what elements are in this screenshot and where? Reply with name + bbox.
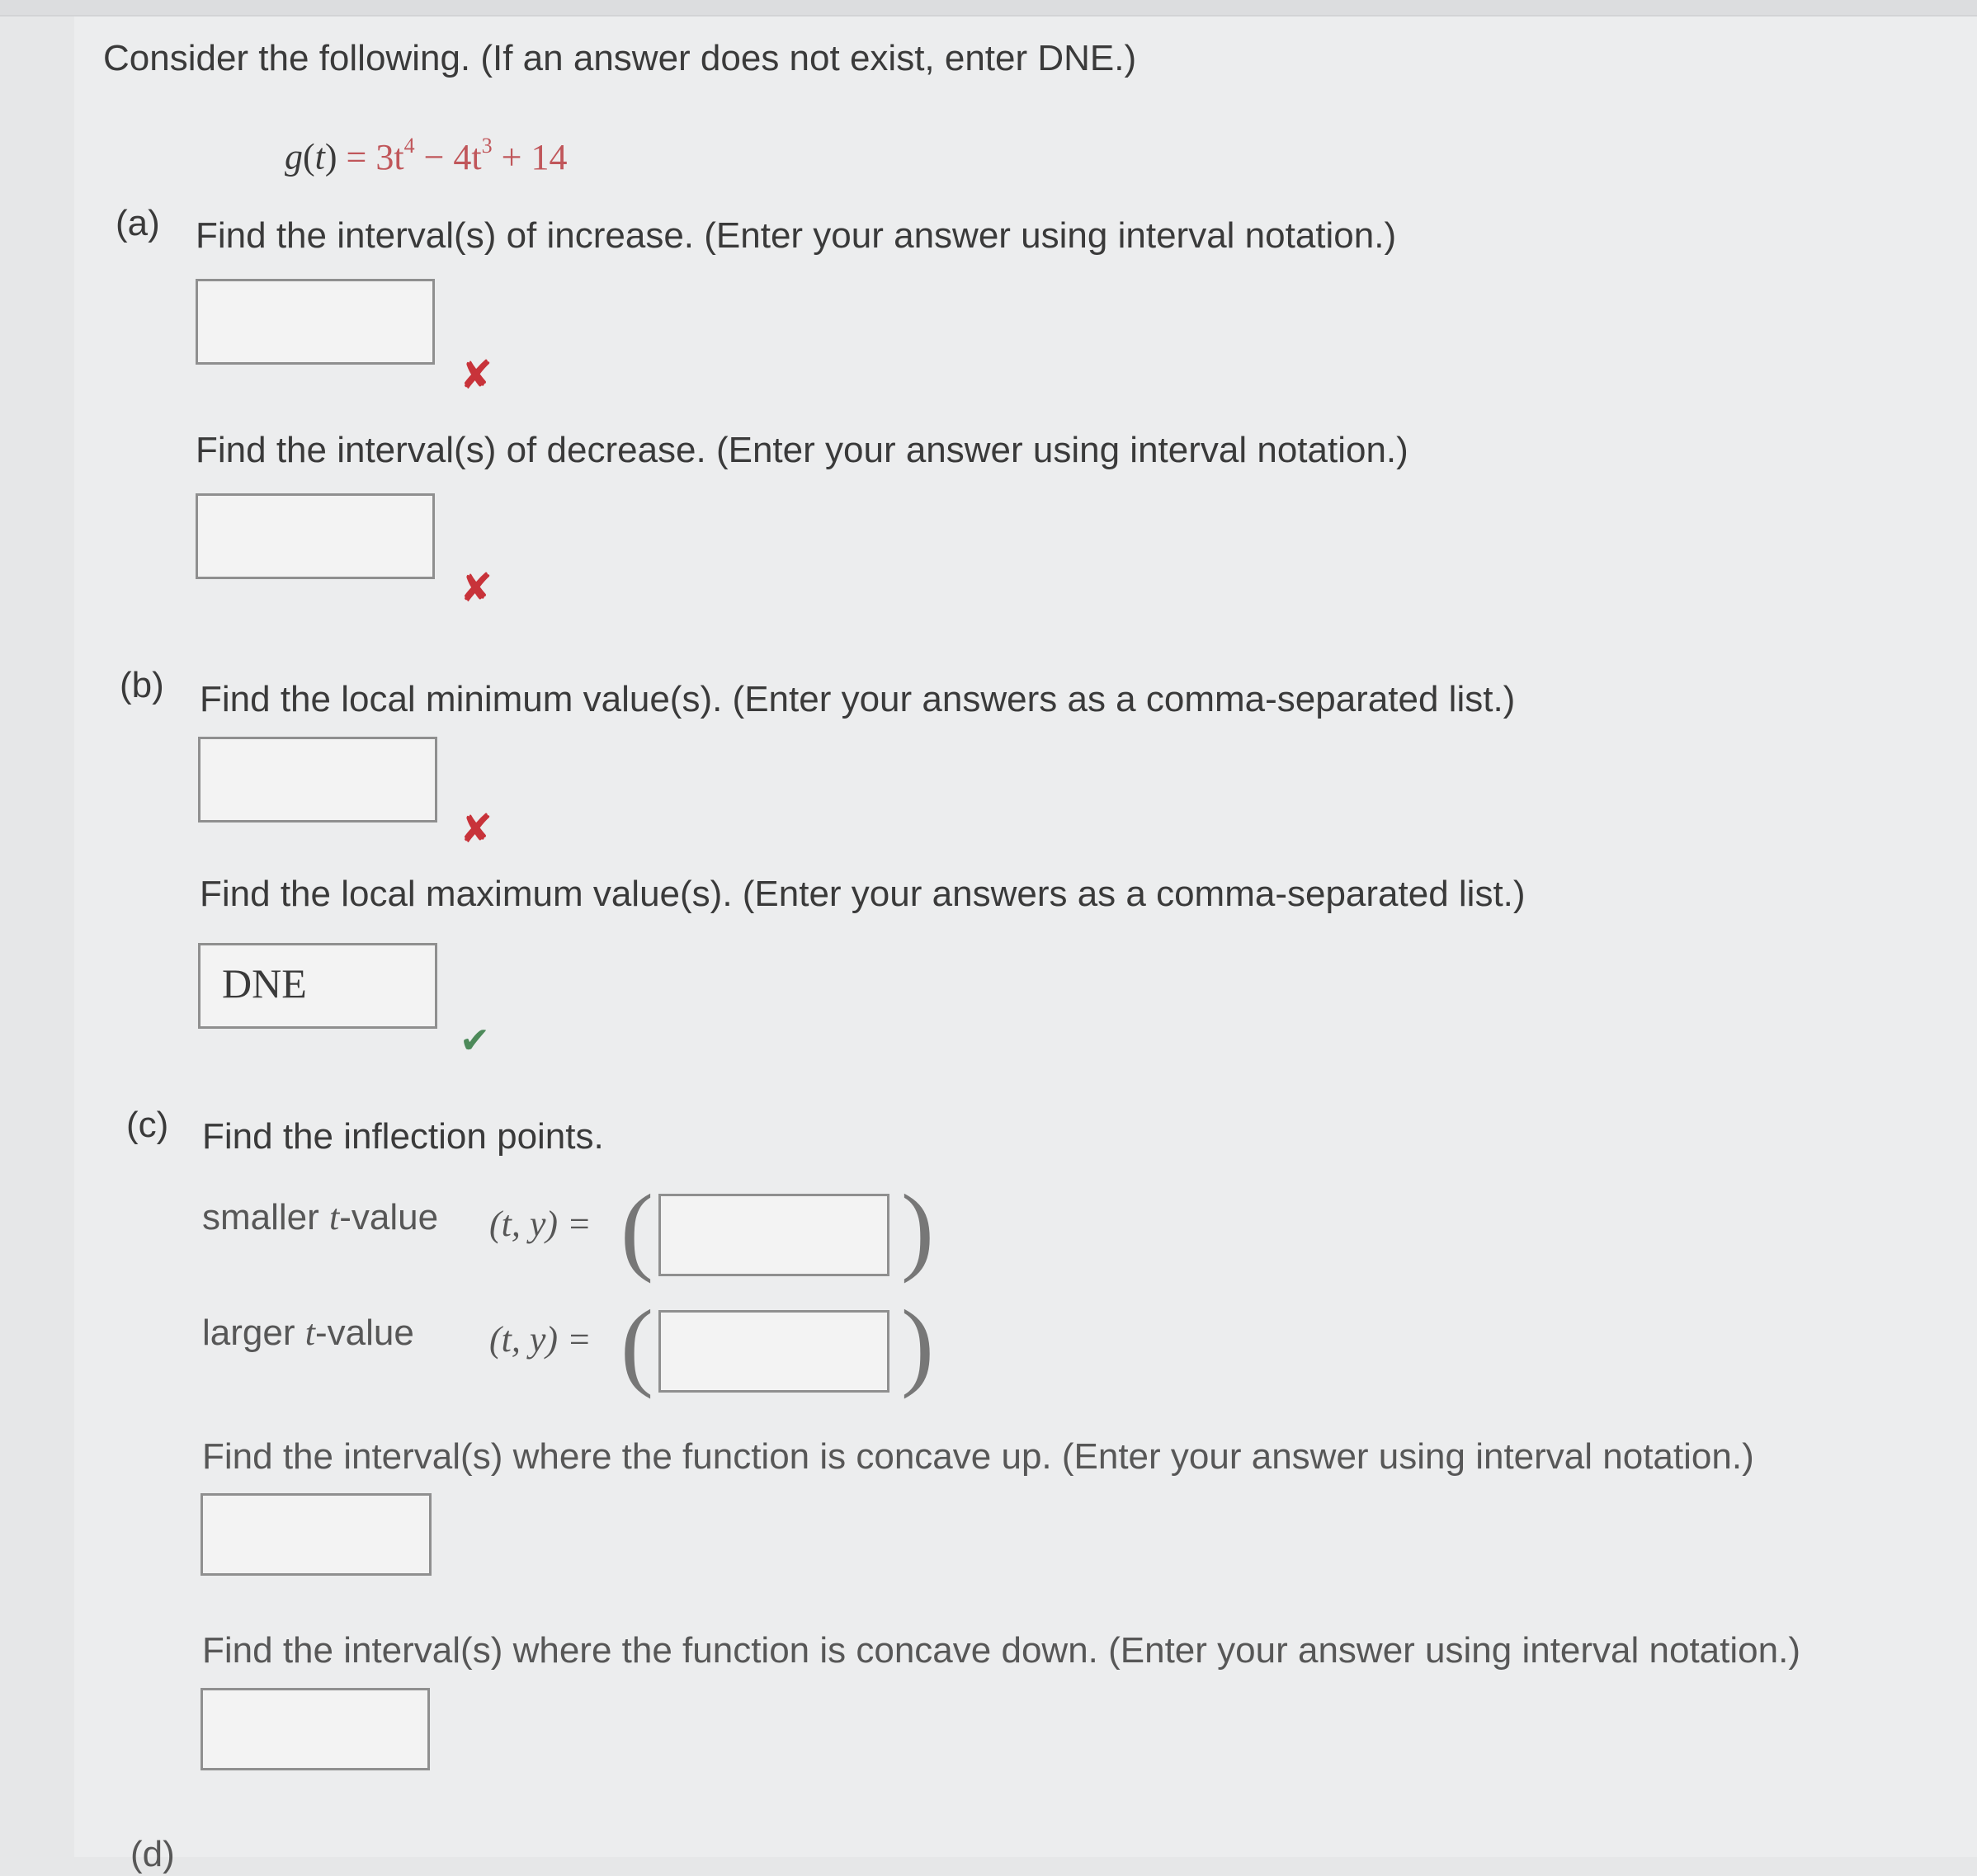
larger-inflection-input[interactable] [658,1310,889,1393]
decrease-interval-input[interactable] [196,493,435,579]
local-max-input[interactable]: DNE [198,943,437,1029]
increase-prompt: Find the interval(s) of increase. (Enter your answer using interval notation.) [196,215,1397,256]
function-formula: $g(t) = 3t^4 - 4t^3 + 14$ [285,134,568,177]
ty-label-larger: (t, y) = [489,1319,592,1360]
open-paren: ( [620,1174,653,1284]
smaller-inflection-input[interactable] [658,1194,889,1276]
incorrect-icon: ✘ [460,567,493,610]
part-d-label: (d) [130,1834,175,1874]
correct-check-icon: ✔ [460,1020,490,1061]
ty-label-smaller: (t, y) = [489,1204,592,1244]
incorrect-icon: ✘ [460,808,493,851]
close-paren: ) [901,1289,934,1399]
part-b-label: (b) [120,665,164,705]
decrease-prompt: Find the interval(s) of decrease. (Enter your answer using interval notation.) [196,430,1408,470]
question-intro: Consider the following. (If an answer does not exist, enter DNE.) [103,38,1137,78]
concave-up-prompt: Find the interval(s) where the function is concave up. (Enter your answer using interval notation.) [202,1436,1754,1477]
close-paren: ) [901,1174,934,1284]
concave-down-input[interactable] [201,1688,430,1770]
concave-down-prompt: Find the interval(s) where the function is concave down. (Enter your answer using interval notation.) [202,1630,1800,1671]
concave-up-input[interactable] [201,1493,432,1576]
formula-rhs: = $3t^4 - 4t^3 + 14$ [346,134,568,177]
local-min-prompt: Find the local minimum value(s). (Enter your answers as a comma-separated list.) [200,679,1516,719]
increase-interval-input[interactable] [196,279,435,365]
open-paren: ( [620,1289,653,1399]
part-a-label: (a) [116,203,160,243]
part-c-label: (c) [126,1105,169,1145]
local-max-prompt: Find the local maximum value(s). (Enter your answers as a comma-separated list.) [200,874,1526,914]
top-border [0,0,1977,16]
larger-t-label: larger t-value [202,1313,414,1353]
incorrect-icon: ✘ [460,354,493,398]
local-min-input[interactable] [198,737,437,823]
inflection-prompt: Find the inflection points. [202,1116,604,1157]
smaller-t-label: smaller t-value [202,1197,439,1237]
